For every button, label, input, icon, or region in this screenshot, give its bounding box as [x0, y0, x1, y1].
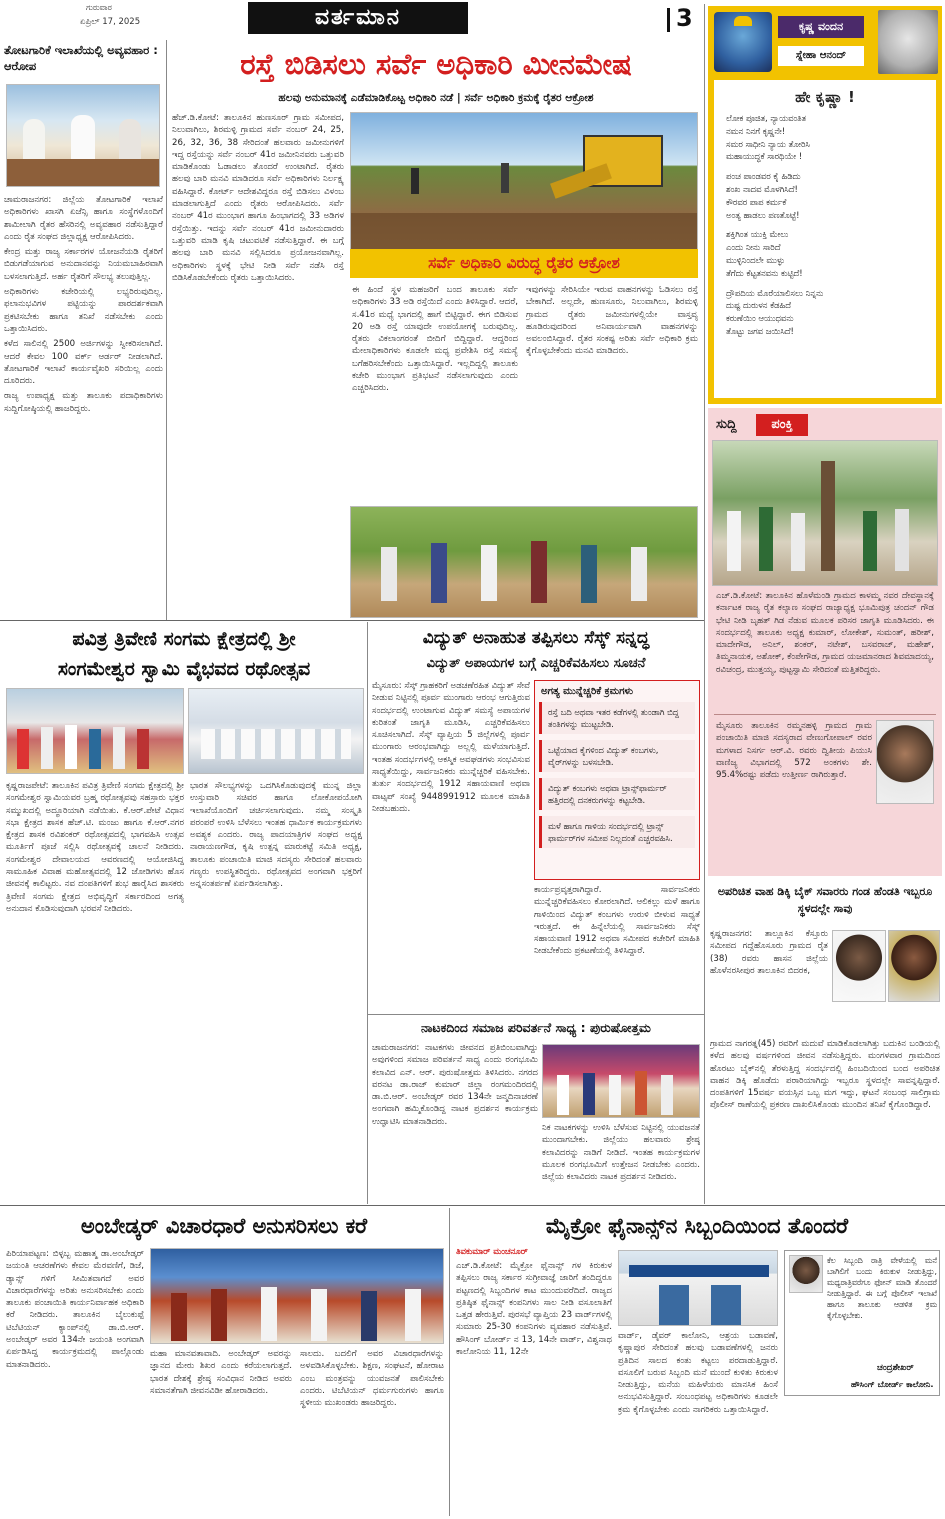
student-text: ಮೈಸೂರು ತಾಲೂಕಿನ ರಮ್ಮನಹಳ್ಳಿ ಗ್ರಾಮದ ಗ್ರಾಮ ಪಂಚಾಯಿತಿ ಮಾಜಿ ಸದಸ್ಯರಾದ ವೇಣುಗೋಪಾಲ್ ರವರ ಮಗಳಾದ ನಿಸರ್ಗ ಆರ್.ವಿ. ರವರು ದ್ವಿತೀಯ ಪಿಯುಸಿ ವಾಣಿಜ್ಯ ವಿಭಾಗದಲ್ಲಿ 572 ಅಂಕಗಳು ಶೇ. 95.4%ರಷ್ಟು ಪಡೆದು ಉತ್ತೀರ್ಣ ರಾಗಿರುತ್ತಾರೆ. [716, 721, 872, 781]
poem-line: ಪಂಚ ಪಾಂಡವರ ಕೈ ಹಿಡಿದು [726, 171, 801, 182]
accident-story [708, 880, 942, 1202]
drama-body-right: ನಿಕ ನಾಟಕಗಳನ್ನು ಉಳಿಸಿ ಬೆಳೆಸುವ ನಿಟ್ಟಿನಲ್ಲಿ ಯುವಜನತೆ ಮುಂದಾಗಬೇಕು. ಜಿಲ್ಲೆಯು ಹಲವಾರು ಶ್ರೇಷ್ಠ ಕಲಾವಿದರನ್ನು ನಾಡಿಗೆ ನೀಡಿದೆ. ಇಂತಹ ಕಾರ್ಯಕ್ರಮಗಳ ಮೂಲಕ ರಂಗಭೂಮಿಗೆ ಉತ್ತೇಜನ ನೀಡಬೇಕು ಎಂದರು. ಜಿಲ್ಲೆಯ ಕಲಾವಿದರು ನಾಟಕ ಪ್ರದರ್ಶನ ನೀಡಿದರು. [542, 1123, 700, 1183]
masthead-name: ವರ್ತಮಾನ [248, 2, 468, 34]
poem-title: ಹೇ ಕೃಷ್ಣಾ ! [795, 88, 855, 106]
accident-body-top: ಕೃಷ್ಣರಾಜನಗರ: ತಾಲ್ಲೂಕಿನ ಕೆಸ್ತೂರು ಸಮೀಪದ ಗದ್ದೆಹೊಸೂರು ಗ್ರಾಮದ ರೈತ (38) ರವರು ಹಾಸನ ಜಿಲ್ಲೆಯ ಹೊಳೆನರಸೀಪುರ ತಾಲೂಕಿನ ಬಿದರಕ, [710, 929, 828, 976]
poem-line: ಎಂದು ನೀನು ಸಾರಿದೆ [726, 242, 781, 253]
accident-body: ಗ್ರಾಮದ ನಾಗರತ್ನ(45) ರವರಿಗೆ ಮದುವೆ ಮಾಡಿಕೊಡಲಾಗಿತ್ತು ಬದುಕಿನ ಬಂಡಿಯಲ್ಲಿ ಕಳೆದ ಹಲವು ವರ್ಷಗಳಿಂದ ಜೀವನ ನಡೆಸುತ್ತಿದ್ದರು. ಮಂಗಳವಾರ ಗ್ರಾಮದಿಂದ ಹೊರಟು ಬೈಕ್‌ನಲ್ಲಿ ತೆರಳುತ್ತಿದ್ದ ಸಂದರ್ಭದಲ್ಲಿ ಹಿಂಬದಿಯಿಂದ ಬಂದ ಅಪರಿಚಿತ ವಾಹನ ಡಿಕ್ಕಿ ಹೊಡೆದು ಪರಾರಿಯಾಗಿದ್ದು ಇಬ್ಬರೂ ಸ್ಥಳದಲ್ಲೇ ಸಾವನ್ನಪ್ಪಿದ್ದಾರೆ. ದಂಪತಿಗಳಿಗೆ 15ವರ್ಷ ವಯಸ್ಸಿನ ಒಬ್ಬ ಮಗ ಇದ್ದು, ಘಟನೆ ಸಂಬಂಧ ಸಾಲಿಗ್ರಾಮ ಪೊಲೀಸ್ ಠಾಣೆಯಲ್ಲಿ ಪ್ರಕರಣ ದಾಖಲಿಸಿಕೊಂಡು ಮುಂದಿನ ತನಿಖೆ ಕೈಗೊಂಡಿದ್ದಾರೆ. [710, 1039, 940, 1111]
krishna-column [708, 6, 942, 404]
precaution-item: ಮಳೆ ಹಾಗೂ ಗಾಳಿಯ ಸಂದರ್ಭದಲ್ಲಿ ಟ್ರಾನ್ಸ್ ಫಾರ್ಮರ್‌ಗಳ ಸಮೀಪ ನಿಲ್ಲದಂತೆ ಎಚ್ಚರವಹಿಸಿ. [539, 816, 695, 848]
quote-name: ಚಂದ್ರಶೇಖರ್ [877, 1363, 914, 1373]
electric-body-bottom: ಕಾರ್ಯಪ್ರವೃತ್ತರಾಗಿದ್ದಾರೆ. ಸಾರ್ವಜನಿಕರು ಮುನ್ನೆಚ್ಚರಿಕೆವಹಿಸಲು ಕೋರಲಾಗಿದೆ. ಆಲಿಕಲ್ಲು ಮಳೆ ಹಾಗೂ ಗಾಳಿಯಿಂದ ವಿದ್ಯುತ್ ಕಂಬಗಳು ಉರುಳಿ ಬೀಳುವ ಸಾಧ್ಯತೆ ಇರುತ್ತದೆ. ಈ ಹಿನ್ನೆಲೆಯಲ್ಲಿ ಸಾರ್ವಜನಿಕರು ಸೆಸ್ಕ್ ಸಹಾಯವಾಣಿ 1912 ಅಥವಾ ಸಮೀಪದ ಕಚೇರಿಗೆ ಮಾಹಿತಿ ನೀಡಬೇಕೆಂದು ಪ್ರಕಟಣೆಯಲ್ಲಿ ತಿಳಿಸಿದ್ದಾರೆ. [534, 885, 700, 957]
accident-headline: ಅಪರಿಚಿತ ವಾಹ ಡಿಕ್ಕಿ ಬೈಕ್ ಸವಾರರು ಗಂಡ ಹೆಂಡತಿ ಇಬ್ಬರೂ ಸ್ಥಳದಲ್ಲೇ ಸಾವು [717, 885, 933, 915]
ambedkar-body-mid1: ಮಹಾ ಮಾನವತಾವಾದಿ. ಅಂಬೇಡ್ಕರ್ ಅವರನ್ನು ಜ್ಞಾನದ ಮೇರು ಶಿಖರ ಎಂದು ಕರೆಯಲಾಗುತ್ತದೆ. ಭಾರತ ದೇಶಕ್ಕೆ ಶ್ರೇಷ್ಠ ಸಂವಿಧಾನ ನೀಡಿದ ಅವರು ಸಮಾನತೆಗಾಗಿ ಜೀವನವಿಡೀ ಹೋರಾಡಿದರು. [150, 1349, 292, 1396]
poem-line: ಕರುಣೆಯಿಂ ಆಯುಧವನು [726, 313, 794, 324]
suddi-pankti [708, 408, 942, 876]
poem-line: ಶಂಖ ನಾದವ ಮೊಳಗಿಸಿದೆ! [726, 183, 798, 194]
precaution-item: ವಿದ್ಯುತ್ ಕಂಬಗಳು ಅಥವಾ ಟ್ರಾನ್ಸ್‌ಫಾರ್ಮರ್ ಹತ್ತಿರದಲ್ಲಿ ದನಕರುಗಳನ್ನು ಕಟ್ಟಬೇಡಿ. [539, 778, 695, 810]
micro-photo [618, 1250, 778, 1326]
poem-box [714, 80, 936, 398]
triveni-body-left: ಕೃಷ್ಣರಾಜಪೇಟೆ: ತಾಲೂಕಿನ ಪವಿತ್ರ ತ್ರಿವೇಣಿ ಸಂಗಮ ಕ್ಷೇತ್ರದಲ್ಲಿ ಶ್ರೀ ಸಂಗಮೇಶ್ವರ ಸ್ವಾಮಿಯವರ ಬ್ರಹ್ಮ ರಥೋತ್ಸವವು ಸಹಸ್ರಾರು ಭಕ್ತರ ಸಮ್ಮುಖದಲ್ಲಿ ಅದ್ಧೂರಿಯಾಗಿ ನಡೆಯಿತು. ಕೆ.ಆರ್.ಪೇಟೆ ವಿಧಾನ ಸಭಾ ಕ್ಷೇತ್ರದ ಶಾಸಕ ಹೆಚ್.ಟಿ. ಮಂಜು ಹಾಗೂ ಕೆ.ಆರ್.ನಗರ ಕ್ಷೇತ್ರದ ಶಾಸಕ ರವಿಶಂಕರ್ ರಥೋತ್ಸವದಲ್ಲಿ ಭಾಗವಹಿಸಿ ಉತ್ಸವ ಮೂರ್ತಿಗೆ ಪೂಜೆ ಸಲ್ಲಿಸಿ ರಥೋತ್ಸವಕ್ಕೆ ಚಾಲನೆ ನೀಡಿದರು. ಸಂಗಮೇಶ್ವರ ದೇವಾಲಯದ ಆವರಣದಲ್ಲಿ ಆಯೋಜಿಸಿದ್ದ ಸಾಮೂಹಿಕ ವಿವಾಹ ಮಹೋತ್ಸವದಲ್ಲಿ 12 ಜೋಡಿಗಳು ಹೊಸ ಜೀವನಕ್ಕೆ ಕಾಲಿಟ್ಟರು. ನವ ದಂಪತಿಗಳಿಗೆ ಶುಭ ಹಾರೈಸಿದ ಶಾಸಕರು ತ್ರಿವೇಣಿ ಸಂಗಮ ಕ್ಷೇತ್ರದ ಅಭಿವೃದ್ಧಿಗೆ ಸರ್ಕಾರದಿಂದ ಅಗತ್ಯ ಅನುದಾನ ಕೊಡಿಸುವುದಾಗಿ ಭರವಸೆ ನೀಡಿದರು. [6, 781, 184, 914]
victim-photo-woman [888, 930, 940, 1002]
masthead [0, 0, 705, 40]
lead-photo-caption: ಸರ್ವೆ ಅಧಿಕಾರಿ ವಿರುದ್ಧ ರೈತರ ಆಕ್ರೋಶ [350, 249, 698, 278]
poem-line: ದ್ರೌಪದಿಯ ಮೊರೆಯಾಲಿಸಲು ನಿನ್ನನು [726, 287, 824, 298]
suddi-photo [712, 440, 938, 586]
poem-line: ಅಂತ್ಯ ಹಾಡಲು ಪಣತೊಟ್ಟೆ! [726, 209, 800, 220]
left-story-body [4, 194, 163, 415]
column-rule [367, 622, 368, 1204]
poem-line: ಕೌರವರ ಪಾಪ ಕರ್ಮಕೆ [726, 196, 787, 207]
precautions-title: ಅಗತ್ಯ ಮುನ್ನೆಚ್ಚರಿಕೆ ಕ್ರಮಗಳು [541, 686, 634, 697]
section-divider [368, 1014, 704, 1015]
poem-stanza [726, 228, 924, 279]
poem-stanza [726, 170, 924, 221]
masthead-date: ಏಪ್ರಿಲ್ 17, 2025 [80, 17, 141, 27]
left-story-photo [6, 84, 160, 187]
poem-line: ಮಹಾಯುದ್ಧಕೆ ಸಾರಥಿಯೇ ! [726, 151, 803, 162]
left-story-para: ಕಳೆದ ಸಾಲಿನಲ್ಲಿ 2500 ಅರ್ಜಿಗಳನ್ನು ಸ್ವೀಕರಿಸಲಾಗಿದೆ. ಆದರೆ ಕೇವಲ 100 ವರ್ಕ್ ಆರ್ಡರ್ ನೀಡಲಾಗಿದೆ. ತೋಟಗಾರಿಕೆ ಇಲಾಖೆ ಕಾರ್ಯವೈಖರಿ ಸರಿಯಿಲ್ಲ ಎಂದು ದೂರಿದರು. [4, 339, 163, 387]
electric-headline-line2: ವಿದ್ಯುತ್ ಅಪಾಯಗಳ ಬಗ್ಗೆ ಎಚ್ಚರಿಕೆವಹಿಸಲು ಸೂಚನೆ [426, 656, 646, 671]
triveni-photo-left [6, 688, 184, 774]
suddi-title-a: ಸುದ್ದಿ [716, 417, 737, 432]
precaution-item: ರಸ್ತೆ ಬದಿ ಅಥವಾ ಇತರ ಕಡೆಗಳಲ್ಲಿ ತುಂಡಾಗಿ ಬಿದ್ದ ತಂತಿಗಳನ್ನು ಮುಟ್ಟಬೇಡಿ. [539, 702, 695, 734]
column-rule [166, 40, 167, 620]
poem-line: ಮುಳ್ಳಿನಿಂದಲೇ ಮುಳ್ಳು [726, 254, 785, 265]
triveni-headline-line2: ಸಂಗಮೇಶ್ವರ ಸ್ವಾಮಿ ವೈಭವದ ರಥೋತ್ಸವ [57, 658, 311, 680]
micro-quote-box [784, 1250, 940, 1396]
left-story [4, 42, 163, 617]
drama-body-left: ಚಾಮರಾಜನಗರ: ನಾಟಕಗಳು ಜೀವನದ ಪ್ರತಿಬಿಂಬವಾಗಿದ್ದು ಅವುಗಳಿಂದ ಸಮಾಜ ಪರಿವರ್ತನೆ ಸಾಧ್ಯ ಎಂದು ರಂಗಭೂಮಿ ಕಲಾವಿದ ಎನ್. ಆರ್. ಪುರುಷೋತ್ತಮ ತಿಳಿಸಿದರು. ನಗರದ ವರನಟ ಡಾ.ರಾಜ್ ಕುಮಾರ್ ಜಿಲ್ಲಾ ರಂಗಮಂದಿರದಲ್ಲಿ ಡಾ.ಬಿ.ಆರ್. ಅಂಬೇಡ್ಕರ್ ರವರ 134ನೇ ಜನ್ಮದಿನಾಚರಣೆ ಅಂಗವಾಗಿ ಹಮ್ಮಿಕೊಂಡಿದ್ದ ನಾಟಕ ಪ್ರದರ್ಶನ ಕಾರ್ಯಕ್ರಮ ಉದ್ಘಾಟಿಸಿ ಮಾತನಾಡಿದರು. [372, 1043, 538, 1127]
page-number: 3 [676, 4, 693, 32]
micro-headline: ಮೈಕ್ರೋ ಫೈನಾನ್ಸ್‌ನ ಸಿಬ್ಬಂದಿಯಿಂದ ತೊಂದರೆ [545, 1214, 849, 1238]
micro-quote: ಕೆಲ ಸಿಬ್ಬಂದಿ ರಾತ್ರಿ ವೇಳೆಯಲ್ಲಿ ಮನೆ ಬಾಗಿಲಿಗೆ ಬಂದು ಕಿರುಕುಳ ನೀಡುತ್ತಿದ್ದು, ಮಧ್ಯರಾತ್ರಿವರೆಗೂ ಫೋನ್ ಮಾಡಿ ತೊಂದರೆ ನೀಡುತ್ತಿದ್ದಾರೆ. ಈ ಬಗ್ಗೆ ಪೊಲೀಸ್ ಇಲಾಖೆ ಹಾಗೂ ತಾಲೂಕು ಆಡಳಿತ ಕ್ರಮ ಕೈಗೊಳ್ಳಬೇಕು. [827, 1256, 937, 1320]
lead-body-col2: ಈ ಹಿಂದೆ ಸ್ಥಳ ಮಹಜರಿಗೆ ಬಂದ ತಾಲೂಕು ಸರ್ವೆ ಅಧಿಕಾರಿಗಳು 33 ಅಡಿ ರಸ್ತೆಯಿದೆ ಎಂದು ತಿಳಿಸಿದ್ದಾರೆ. ಆದರೆ, ಸ.41ರ ಮಧ್ಯೆ ಭಾಗದಲ್ಲಿ ಹಾಗೆ ಬಿಟ್ಟಿದ್ದಾರೆ. ಈಗ ಬಿಡಿಸುವ 20 ಅಡಿ ರಸ್ತೆ ಯಾವುದೇ ಉಪಯೋಗಕ್ಕೆ ಬರುವುದಿಲ್ಲ. ರೈತರು ವಿಕಲಾಂಗರಂತೆ ಬೀದಿಗೆ ಬಿದ್ದಿದ್ದಾರೆ. ಆದ್ದರಿಂದ ಮೇಲಾಧಿಕಾರಿಗಳು ಕೂಡಲೇ ಮಧ್ಯ ಪ್ರವೇಶಿಸಿ ರಸ್ತೆ ಸಮಸ್ಯೆ ಬಗೆಹರಿಸಬೇಕೆಂದು ಒತ್ತಾಯಿಸಿದ್ದಾರೆ. ಇಲ್ಲದಿದ್ದಲ್ಲಿ ತಾಲೂಕು ಕಚೇರಿ ಮುಂಭಾಗ ಪ್ರತಿಭಟನೆ ನಡೆಸಲಾಗುವುದು ಎಂದು ಎಚ್ಚರಿಸಿದರು. [352, 284, 518, 502]
page-number-bar [667, 8, 670, 32]
triveni-headline-line1: ಪವಿತ್ರ ತ್ರಿವೇಣಿ ಸಂಗಮ ಕ್ಷೇತ್ರದಲ್ಲಿ ಶ್ರೀ [72, 628, 296, 650]
lead-headline [170, 42, 702, 86]
victim-photo-man [832, 930, 886, 1002]
poem-line: ತೆಗೆದು ಕೆಟ್ಟತನವನು ಕುಟ್ಟಿದೆ! [726, 267, 803, 278]
krishna-image [714, 12, 772, 72]
krishna-author: ಸ್ನೇಹಾ ಆನಂದ್ [778, 46, 864, 66]
drama-headline: ನಾಟಕದಿಂದ ಸಮಾಜ ಪರಿವರ್ತನೆ ಸಾಧ್ಯ : ಪುರುಷೋತ್ತಮ [421, 1020, 651, 1035]
poem-line: ಲೋಕ ಪೂಜಿತ, ನ್ಯಾಯವಂತಿತ [726, 113, 807, 123]
poem-line: ನಮನ ನಿನಗೆ ಕೃಷ್ಣನೇ! [726, 125, 786, 136]
poem-line: ದುಷ್ಟ ದುರುಳನ ಕೆಡಹಿದೆ [726, 300, 792, 311]
suddi-body: ಎಚ್.ಡಿ.ಕೋಟೆ: ತಾಲೂಕಿನ ಹೊಳೆಮಂಡಿ ಗ್ರಾಮದ ಕಾಳಮ್ಮ ನವರ ದೇವಸ್ಥಾನಕ್ಕೆ ಕರ್ನಾಟಕ ರಾಜ್ಯ ರೈತ ಕಲ್ಯಾಣ ಸಂಘದ ರಾಜ್ಯಾಧ್ಯಕ್ಷ ಭೂಮಿಪುತ್ರ ಚಂದನ್ ಗೌಡ ಭೇಟಿ ನೀಡಿ ಬೃಹತ್ ಗಿಡ ನೆಡುವ ಮೂಲಕ ಪರಿಸರ ಜಾಗೃತಿ ಮೂಡಿಸಿದರು. ಈ ಸಂದರ್ಭದಲ್ಲಿ ತಾಲೂಕು ಅಧ್ಯಕ್ಷ ಕುಮಾರ್, ಲೋಕೇಶ್, ಸುಮಂತ್, ಹರೀಶ್, ಮಾದೇಗೌಡ, ಅನಿಲ್, ಶಂಕರ್, ನಟೇಶ್, ಬಸವರಾಜ್, ಮಹೇಶ್, ತಿಮ್ಮನಾಯಕ, ಅಶೋಕ್, ಕೆಂಪೇಗೌಡ, ಗ್ರಾಮದ ಯಜಮಾನರಾದ ಶಿವಮಾದಯ್ಯ, ರವಿಚಂದ್ರ, ಮುತ್ತಯ್ಯ, ಪುಟ್ಟಸ್ವಾಮಿ ಸೇರಿದಂತೆ ಮತ್ತಿತರಿದ್ದರು. [716, 591, 934, 675]
left-story-para: ಚಾಮರಾಜನಗರ: ಜಿಲ್ಲೆಯ ತೋಟಗಾರಿಕೆ ಇಲಾಖೆ ಅಧಿಕಾರಿಗಳು ಖಾಸಗಿ ಏಜೆನ್ಸಿ ಹಾಗೂ ಸಂಸ್ಥೆಗಳೊಂದಿಗೆ ಶಾಮೀಲಾಗಿ ರೈತರ ಹೆಸರಿನಲ್ಲಿ ಅವ್ಯವಹಾರ ನಡೆಸುತ್ತಿದ್ದಾರೆ ಎಂದು ರೈತ ಸಂಘದ ಜಿಲ್ಲಾಧ್ಯಕ್ಷ ಆರೋಪಿಸಿದರು. [4, 195, 163, 242]
ambedkar-headline: ಅಂಬೇಡ್ಕರ್ ವಿಚಾರಧಾರೆ ಅನುಸರಿಸಲು ಕರೆ [80, 1214, 368, 1238]
poem-stanza [726, 112, 924, 163]
section-divider [0, 1205, 945, 1206]
author-photo [878, 10, 938, 74]
triveni-body-right: ಭಾರತ ಸೌಲಭ್ಯಗಳನ್ನು ಒದಗಿಸಿಕೊಡುವುದಕ್ಕೆ ಮುನ್ನ ಜಿಲ್ಲಾ ಉಸ್ತುವಾರಿ ಸಚಿವರ ಹಾಗೂ ಲೋಕೋಪಯೋಗಿ ಇಲಾಖೆಯೊಂದಿಗೆ ಚರ್ಚಿಸಲಾಗುವುದು. ನಮ್ಮ ಸಂಸ್ಕೃತಿ ಪರಂಪರೆ ಉಳಿಸಿ ಬೆಳೆಸಲು ಇಂತಹ ಧಾರ್ಮಿಕ ಕಾರ್ಯಕ್ರಮಗಳು ಅವಶ್ಯಕ ಎಂದರು. ರಾಜ್ಯ ಪಾದಯಾತ್ರಿಗಳ ಸಂಘದ ಅಧ್ಯಕ್ಷ ನಾರಾಯಣಗೌಡ, ಕೃಷಿ ಉತ್ಪನ್ನ ಮಾರುಕಟ್ಟೆ ಸಮಿತಿ ಅಧ್ಯಕ್ಷ, ತಾಲೂಕು ಪಂಚಾಯಿತಿ ಮಾಜಿ ಸದಸ್ಯರು ಸೇರಿದಂತೆ ಹಲವಾರು ಗಣ್ಯರು ಉಪಸ್ಥಿತರಿದ್ದರು. ರಥೋತ್ಸವದ ಅಂಗವಾಗಿ ಭಕ್ತರಿಗೆ ಅನ್ನಸಂತರ್ಪಣೆ ಏರ್ಪಡಿಸಲಾಗಿತ್ತು. [190, 781, 362, 890]
ambedkar-body-left: ಪಿರಿಯಾಪಟ್ಟಣ: ಬಿಳ್ಳಬ್ಬ ಮಹಾತ್ಮ ಡಾ.ಅಂಬೇಡ್ಕರ್ ಜಯಂತಿ ಆಚರಣೆಗಳು ಕೇವಲ ಮೆರವಣಿಗೆ, ಡಿಜೆ, ಡ್ಯಾನ್ಸ್ ಗಳಿಗೆ ಸೀಮಿತವಾಗದೆ ಅವರ ವಿಚಾರಧಾರೆಗಳನ್ನು ಅರಿತು ಅನುಸರಿಸಬೇಕು ಎಂದು ತಾಲೂಕು ಪಂಚಾಯಿತಿ ಕಾರ್ಯನಿರ್ವಾಹಕ ಅಧಿಕಾರಿ ಕರೆ ನೀಡಿದರು. ತಾಲೂಕಿನ ಬೈಲುಕುಪ್ಪೆ ಟಿಬೆಟಿಯನ್ ಕ್ಯಾಂಪ್‌ನಲ್ಲಿ ಡಾ.ಬಿ.ಆರ್. ಅಂಬೇಡ್ಕರ್ ಅವರ 134ನೇ ಜಯಂತಿ ಅಂಗವಾಗಿ ಏರ್ಪಡಿಸಿದ್ದ ಕಾರ್ಯಕ್ರಮದಲ್ಲಿ ಪಾಲ್ಗೊಂಡು ಮಾತನಾಡಿದರು. [6, 1249, 144, 1370]
left-story-para: ರಾಜ್ಯ ಉಪಾಧ್ಯಕ್ಷ ಮತ್ತು ತಾಲೂಕು ಪದಾಧಿಕಾರಿಗಳು ಸುದ್ದಿಗೋಷ್ಠಿಯಲ್ಲಿ ಹಾಜರಿದ್ದರು. [4, 391, 163, 414]
poem-line: ಶಕ್ತಿಗಿಂತ ಯುಕ್ತಿ ಮೇಲು [726, 229, 789, 240]
electric-body-left: ಮೈಸೂರು: ಸೆಸ್ಕ್ ಗ್ರಾಹಕರಿಗೆ ಅಡಚಣೆರಹಿತ ವಿದ್ಯುತ್ ಸೇವೆ ನೀಡುವ ನಿಟ್ಟಿನಲ್ಲಿ ಪೂರ್ವ ಮುಂಗಾರು ಆರಂಭ ಆಗುತ್ತಿರುವ ಸಂದರ್ಭದಲ್ಲಿ ಉಂಟಾಗುವ ವಿದ್ಯುತ್ ಸಮಸ್ಯೆ ಅಪಾಯಗಳ ಕುರಿತಂತೆ ಜಾಗೃತಿ ಮೂಡಿಸಿ, ಎಚ್ಚರಿಕೆವಹಿಸಲು ಸೂಚಿಸಲಾಗಿದೆ. ಸೆಸ್ಕ್ ವ್ಯಾಪ್ತಿಯ 5 ಜಿಲ್ಲೆಗಳಲ್ಲಿ ಪೂರ್ವ ಮುಂಗಾರು ಆರಂಭವಾಗಿದ್ದು ಅಲ್ಲಲ್ಲಿ ಮಳೆಯಾಗುತ್ತಿದೆ. ಇಂತಹ ಸಂದರ್ಭಗಳಲ್ಲಿ ಆಕಸ್ಮಿಕ ಅವಘಡಗಳು ಸಂಭವಿಸುವ ಸಾಧ್ಯತೆಯಿದ್ದು, ಸಾರ್ವಜನಿಕರು ಮುನ್ನೆಚ್ಚರಿಕೆ ವಹಿಸಬೇಕು. ತುರ್ತು ಸಂದರ್ಭದಲ್ಲಿ 1912 ಸಹಾಯವಾಣಿ ಅಥವಾ ವಾಟ್ಸಪ್ ಸಂಖ್ಯೆ 9448991912 ಮೂಲಕ ಮಾಹಿತಿ ನೀಡಬಹುದು. [372, 681, 530, 814]
micro-byline: ತಿವಕುಮಾರ್ ಮಂಚನೂರ್ [456, 1246, 528, 1256]
electric-headline-line1: ವಿದ್ಯುತ್ ಅನಾಹುತ ತಪ್ಪಿಸಲು ಸೆಸ್ಕ್ ಸನ್ನದ್ಧ [422, 628, 650, 648]
column-rule [449, 1208, 450, 1516]
ambedkar-body-mid2: ಸಾಲದು. ಬದಲಿಗೆ ಅವರ ವಿಚಾರಧಾರೆಗಳನ್ನು ಅಳವಡಿಸಿಕೊಳ್ಳಬೇಕು. ಶಿಕ್ಷಣ, ಸಂಘಟನೆ, ಹೋರಾಟ ಎಂಬ ಮಂತ್ರವನ್ನು ಯುವಜನತೆ ಪಾಲಿಸಬೇಕು ಎಂದರು. ಟಿಬೆಟಿಯನ್ ಧರ್ಮಗುರುಗಳು ಹಾಗೂ ಸ್ಥಳೀಯ ಮುಖಂಡರು ಹಾಜರಿದ್ದರು. [300, 1349, 444, 1409]
student-photo [876, 720, 934, 804]
left-story-headline: ತೋಟಗಾರಿಕೆ ಇಲಾಖೆಯಲ್ಲಿ ಅವ್ಯವಹಾರ : ಆರೋಪ [4, 43, 158, 73]
ambedkar-photo [150, 1248, 444, 1344]
micro-body-right: ವಾರ್ಡ್, ಡೈವರ್ ಕಾಲೋನಿ, ಆಶ್ರಯ ಬಡಾವಣೆ, ಕೃಷ್ಣಾಪುರ ಸೇರಿದಂತೆ ಹಲವು ಬಡಾವಣೆಗಳಲ್ಲಿ ಜನರು ಪ್ರತಿದಿನ ಸಾಲದ ಕಂತು ಕಟ್ಟಲು ಪರದಾಡುತ್ತಿದ್ದಾರೆ. ವಸೂಲಿಗೆ ಬರುವ ಸಿಬ್ಬಂದಿ ಮನೆ ಮುಂದೆ ಕುಳಿತು ಕಿರುಕುಳ ನೀಡುತ್ತಿದ್ದು, ಮನೆಯ ಮಹಿಳೆಯರು ಮಾನಸಿಕ ಹಿಂಸೆ ಅನುಭವಿಸುತ್ತಿದ್ದಾರೆ. ಸಂಬಂಧಪಟ್ಟ ಅಧಿಕಾರಿಗಳು ಕೂಡಲೇ ಕ್ರಮ ಕೈಗೊಳ್ಳಬೇಕು ಎಂದು ನಾಗರಿಕರು ಒತ್ತಾಯಿಸಿದ್ದಾರೆ. [618, 1331, 778, 1415]
left-story-para: ಕೇಂದ್ರ ಮತ್ತು ರಾಜ್ಯ ಸರ್ಕಾರಗಳ ಯೋಜನೆಯಡಿ ರೈತರಿಗೆ ಬಿಡುಗಡೆಯಾಗುವ ಅನುದಾನವನ್ನು ನಿಯಮಬಾಹಿರವಾಗಿ ಬಳಸಲಾಗುತ್ತಿದೆ. ಅರ್ಹ ರೈತರಿಗೆ ಸೌಲಭ್ಯ ತಲುಪುತ್ತಿಲ್ಲ. [4, 247, 163, 282]
lead-headline-part2: ಮೀನಮೇಷ [522, 47, 632, 81]
quote-place: ಹೌಸಿಂಗ್ ಬೋರ್ಡ್ ಕಾಲೋನಿ. [851, 1379, 934, 1389]
lead-body-col1: ಹೆಚ್.ಡಿ.ಕೋಟೆ: ತಾಲೂಕಿನ ಹುಣಸೂರ್ ಗ್ರಾಮ ಸಮೀಪದ, ನಿಲುವಾಗಿಲು, ಶಿರಮಳ್ಳಿ ಗ್ರಾಮದ ಸರ್ವೆ ನಂಬರ್ 24, 25, 26, 32, 36, 38 ಸೇರಿದಂತೆ ಹಲವಾರು ಜಮೀನುಗಳಿಗೆ ಇದ್ದ ರಸ್ತೆಯನ್ನು ಸರ್ವೆ ನಂಬರ್ 41ರ ಜಮೀನಿನವರು ಒತ್ತುವರಿ ಮಾಡಿಕೊಂಡು ಓಡಾಡಲು ತೊಂದರೆ ಉಂಟಾಗಿದೆ. ರೈತರು ಹಲವು ಬಾರಿ ಮನವಿ ಮಾಡಿದರೂ ಸರ್ವೆ ಅಧಿಕಾರಿಗಳು ನಿರ್ಲಕ್ಷ್ಯ ವಹಿಸಿದ್ದಾರೆ. ಕೋರ್ಟ್ ಆದೇಶವಿದ್ದರೂ ರಸ್ತೆ ಬಿಡಿಸಲು ವಿಳಂಬ ಮಾಡಲಾಗುತ್ತಿದೆ ಎಂದು ರೈತರು ಆರೋಪಿಸಿದರು. ಸರ್ವೆ ನಂಬರ್ 41ರ ಮುಂಭಾಗ ಹಾಗೂ ಹಿಂಭಾಗದಲ್ಲಿ 33 ಅಡಿಗಳ ರಸ್ತೆಯಿತ್ತು. ಇದನ್ನು ಸರ್ವೆ ನಂಬರ್ 41ರ ಜಮೀನುದಾರರು ಒತ್ತುವರಿ ಮಾಡಿ ಕೃಷಿ ಚಟುವಟಿಕೆ ನಡೆಸುತ್ತಿದ್ದಾರೆ. ಈ ಬಗ್ಗೆ ಹಲವು ಬಾರಿ ಮನವಿ ಸಲ್ಲಿಸಿದರೂ ಪ್ರಯೋಜನವಾಗಿಲ್ಲ. ಅಧಿಕಾರಿಗಳು ಸ್ಥಳಕ್ಕೆ ಭೇಟಿ ನೀಡಿ ಸರ್ವೆ ನಡೆಸಿ ರಸ್ತೆ ಬಿಡಿಸಿಕೊಡಬೇಕೆಂದು ರೈತರು ಒತ್ತಾಯಿಸಿದರು. [172, 113, 344, 283]
lead-headline-part1: ರಸ್ತೆ ಬಿಡಿಸಲು ಸರ್ವೆ ಅಧಿಕಾರಿ [240, 47, 513, 81]
suddi-divider [714, 714, 936, 715]
krishna-section-title: ಕೃಷ್ಣ ವಂದನ [778, 16, 864, 38]
drama-photo [542, 1044, 700, 1118]
quote-person-photo [789, 1255, 823, 1293]
column-rule [704, 4, 705, 1204]
precautions-box [534, 680, 700, 880]
lead-bottom-photo [350, 506, 698, 618]
masthead-day: ಗುರುವಾರ [86, 3, 112, 12]
poem-line: ತೊಟ್ಟು ಜಗವ ಜಯಿಸಿದೆ! [726, 325, 794, 336]
micro-body-left: ಎಚ್.ಡಿ.ಕೋಟೆ: ಮೈಕ್ರೋ ಫೈನಾನ್ಸ್ ಗಳ ಕಿರುಕುಳ ತಪ್ಪಿಸಲು ರಾಜ್ಯ ಸರ್ಕಾರ ಸುಗ್ರೀವಾಜ್ಞೆ ಜಾರಿಗೆ ತಂದಿದ್ದರೂ ಪಟ್ಟಣದಲ್ಲಿ ಸಿಬ್ಬಂದಿಗಳ ಕಾಟ ಮುಂದುವರೆದಿದೆ. ರಾಜ್ಯದ ಪ್ರತಿಷ್ಠಿತ ಫೈನಾನ್ಸ್ ಕಂಪನಿಗಳು ಸಾಲ ನೀಡಿ ವಸೂಲಾತಿಗೆ ಒತ್ತಡ ಹೇರುತ್ತಿವೆ. ಪುರಸಭೆ ವ್ಯಾಪ್ತಿಯ 23 ವಾರ್ಡ್‌ಗಳಲ್ಲಿ ಸುಮಾರು 25-30 ಕಂಪನಿಗಳು ವ್ಯವಹಾರ ನಡೆಸುತ್ತಿವೆ. ಹೌಸಿಂಗ್ ಬೋರ್ಡ್ ನ 13, 14ನೇ ವಾರ್ಡ್, ವಿಶ್ವನಾಥ ಕಾಲೋನಿಯ 11, 12ನೇ [456, 1261, 612, 1358]
section-divider [0, 620, 704, 621]
left-story-para: ಅಧಿಕಾರಿಗಳು ಕಚೇರಿಯಲ್ಲಿ ಲಭ್ಯರಿರುವುದಿಲ್ಲ. ಫಲಾನುಭವಿಗಳ ಪಟ್ಟಿಯನ್ನು ಪಾರದರ್ಶಕವಾಗಿ ಪ್ರಕಟಿಸಬೇಕು ಹಾಗೂ ತನಿಖೆ ನಡೆಸಬೇಕು ಎಂದು ಒತ್ತಾಯಿಸಿದರು. [4, 287, 163, 334]
triveni-photo-right [188, 688, 364, 774]
precaution-item: ಒಟ್ಟೆಯಾದ ಕೈಗಳಿಂದ ವಿದ್ಯುತ್ ಕಂಬಗಳು, ವೈರ್‌ಗಳನ್ನು ಬಳಸಬೇಡಿ. [539, 740, 695, 772]
suddi-title-b: ಪಂಕ್ತಿ [756, 414, 808, 436]
poem-stanza [726, 287, 924, 338]
lead-body-col3: ಇವುಗಳನ್ನು ಸೇರಿಸಿಯೇ ಇರುವ ವಾಹನಗಳನ್ನು ಓಡಿಸಲು ರಸ್ತೆ ಬೇಕಾಗಿದೆ. ಅಲ್ಲದೇ, ಹುಣಸೂರು, ನಿಲುವಾಗಿಲು, ಶಿರಮಳ್ಳಿ ಗ್ರಾಮದ ರೈತರು ಜಮೀನುಗಳಲ್ಲಿಯೇ ವಾಸ್ತವ್ಯ ಹೂಡಿರುವುದರಿಂದ ಅನಿವಾರ್ಯವಾಗಿ ವಾಹನಗಳನ್ನು ಅವಲಂಬಿಸಿದ್ದಾರೆ. ರೈತರ ಸಂಕಷ್ಟ ಅರಿತು ಸರ್ವೆ ಅಧಿಕಾರಿ ಕ್ರಮ ಕೈಗೊಳ್ಳಬೇಕೆಂದು ಮನವಿ ಮಾಡಿದರು. [526, 285, 698, 357]
lead-subhead: ಹಲವು ಅನುಮಾನಕ್ಕೆ ಎಡೆಮಾಡಿಕೊಟ್ಟ ಅಧಿಕಾರಿ ನಡೆ | ಸರ್ವೆ ಅಧಿಕಾರಿ ಕ್ರಮಕ್ಕೆ ರೈತರ ಆಕ್ರೋಶ [170, 88, 702, 108]
poem-line: ಸಮರ ಸಾಧೀನಿ ನ್ಯಾಯ ತೋರಿಸಿ [726, 138, 810, 149]
